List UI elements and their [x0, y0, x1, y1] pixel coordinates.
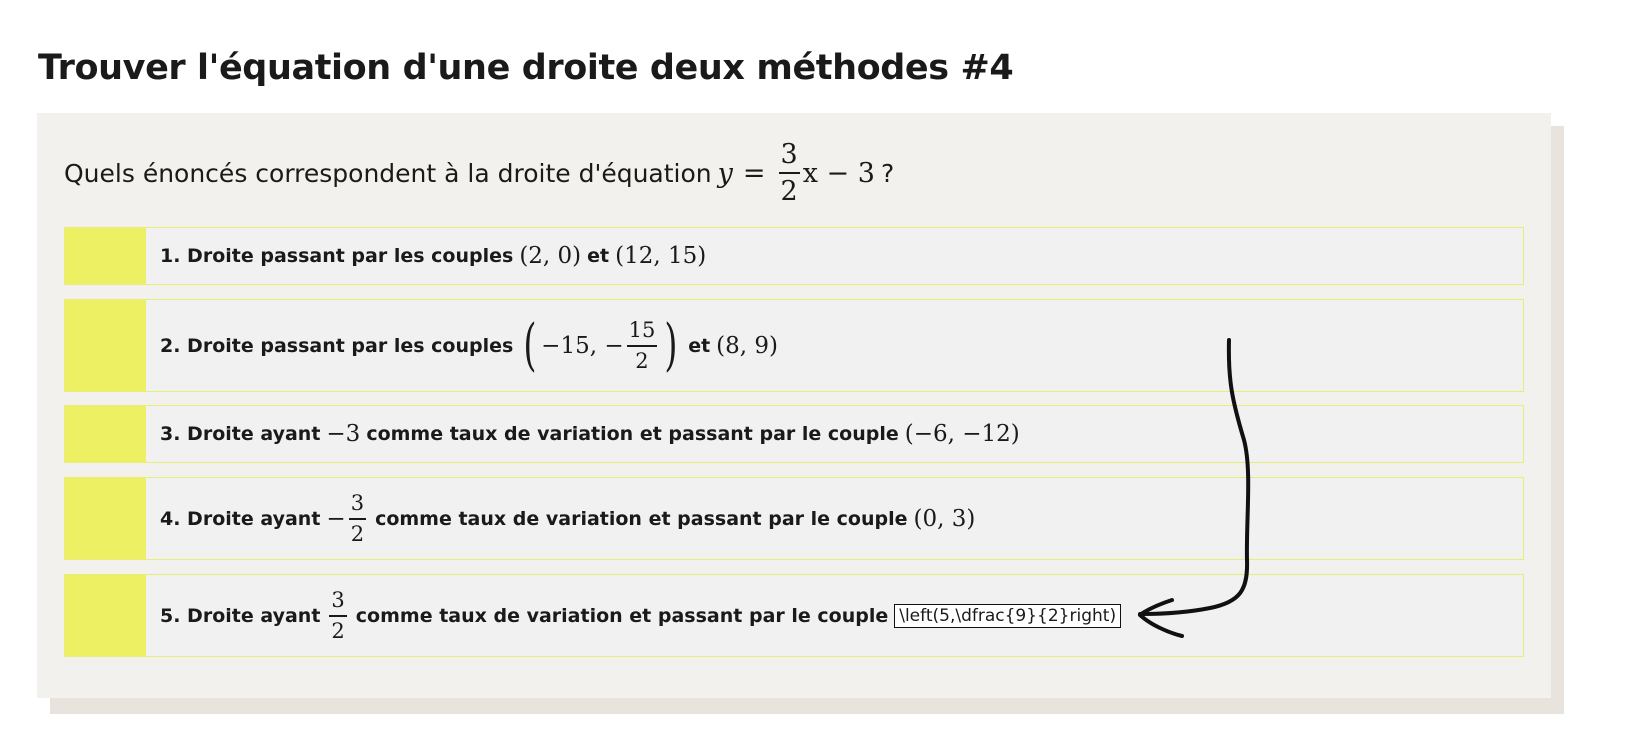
option-2-paren-open: (	[523, 312, 537, 378]
question-text	[64, 137, 894, 209]
option-2-fraction-den: 2	[635, 348, 649, 373]
option-5-fraction-den: 2	[331, 618, 345, 643]
question-suffix: ?	[880, 158, 895, 188]
option-3-rate: −3	[326, 421, 361, 447]
equation-fraction	[779, 141, 800, 205]
option-5-fraction-num: 3	[329, 590, 346, 617]
option-5-connector: comme taux de variation et passant par le couple	[355, 604, 889, 627]
option-1[interactable]	[64, 227, 1524, 285]
option-1-checkbox[interactable]	[65, 228, 146, 284]
option-3-text	[160, 406, 1026, 462]
option-1-label: 1. Droite passant par les couples	[160, 245, 514, 267]
option-2-fraction	[627, 317, 658, 373]
option-4-fraction-num: 3	[349, 493, 366, 520]
option-5-rate	[326, 587, 349, 643]
option-3[interactable]	[64, 405, 1524, 463]
page-title: Trouver l'équation d'une droite deux méthodes #4	[38, 48, 1014, 88]
question-equation	[718, 141, 875, 205]
option-4-text	[160, 478, 981, 559]
option-5[interactable]	[64, 574, 1524, 657]
option-2-text	[160, 300, 784, 391]
option-4-fraction	[349, 490, 366, 546]
option-3-point: (−6, −12)	[904, 421, 1020, 447]
option-4-rate	[326, 490, 369, 546]
option-2-label: 2. Droite passant par les couples	[160, 334, 514, 357]
equation-fraction-num: 3	[779, 141, 800, 174]
equation-equals: =	[742, 157, 766, 189]
option-3-label: 3. Droite ayant	[160, 423, 321, 445]
option-4-rate-sign: −	[326, 505, 346, 532]
question-prefix: Quels énoncés correspondent à la droite d'équation	[64, 158, 712, 188]
option-1-text	[160, 228, 712, 284]
option-5-text	[160, 575, 1121, 656]
option-2-fraction-num: 15	[627, 320, 658, 347]
option-4-connector: comme taux de variation et passant par le couple	[375, 507, 908, 530]
equation-y: y	[717, 157, 733, 189]
option-1-connector: et	[587, 245, 610, 267]
option-4-point: (0, 3)	[913, 505, 976, 532]
question-card	[37, 113, 1551, 698]
option-4-fraction-den: 2	[350, 521, 365, 546]
option-3-connector: comme taux de variation et passant par le couple	[366, 423, 899, 445]
equation-rest: x − 3	[802, 157, 875, 189]
option-3-checkbox[interactable]	[65, 406, 146, 462]
option-2-point-a-x: −15, −	[541, 332, 624, 359]
option-4-label: 4. Droite ayant	[160, 507, 321, 530]
option-5-fraction	[329, 587, 346, 643]
option-2-point-b: (8, 9)	[716, 332, 779, 359]
equation-fraction-den: 2	[780, 176, 798, 207]
option-4[interactable]	[64, 477, 1524, 560]
option-1-point-a: (2, 0)	[519, 243, 582, 269]
option-2-paren-close: )	[664, 312, 678, 378]
option-2-connector: et	[688, 334, 711, 357]
option-1-point-b: (12, 15)	[615, 243, 707, 269]
option-4-checkbox[interactable]	[65, 478, 146, 559]
option-5-label: 5. Droite ayant	[160, 604, 321, 627]
option-5-checkbox[interactable]	[65, 575, 146, 656]
option-2[interactable]	[64, 299, 1524, 392]
option-2-checkbox[interactable]	[65, 300, 146, 391]
option-5-raw-latex: \left(5,\dfrac{9}{2}right)	[894, 604, 1121, 628]
option-2-point-a	[519, 312, 682, 378]
